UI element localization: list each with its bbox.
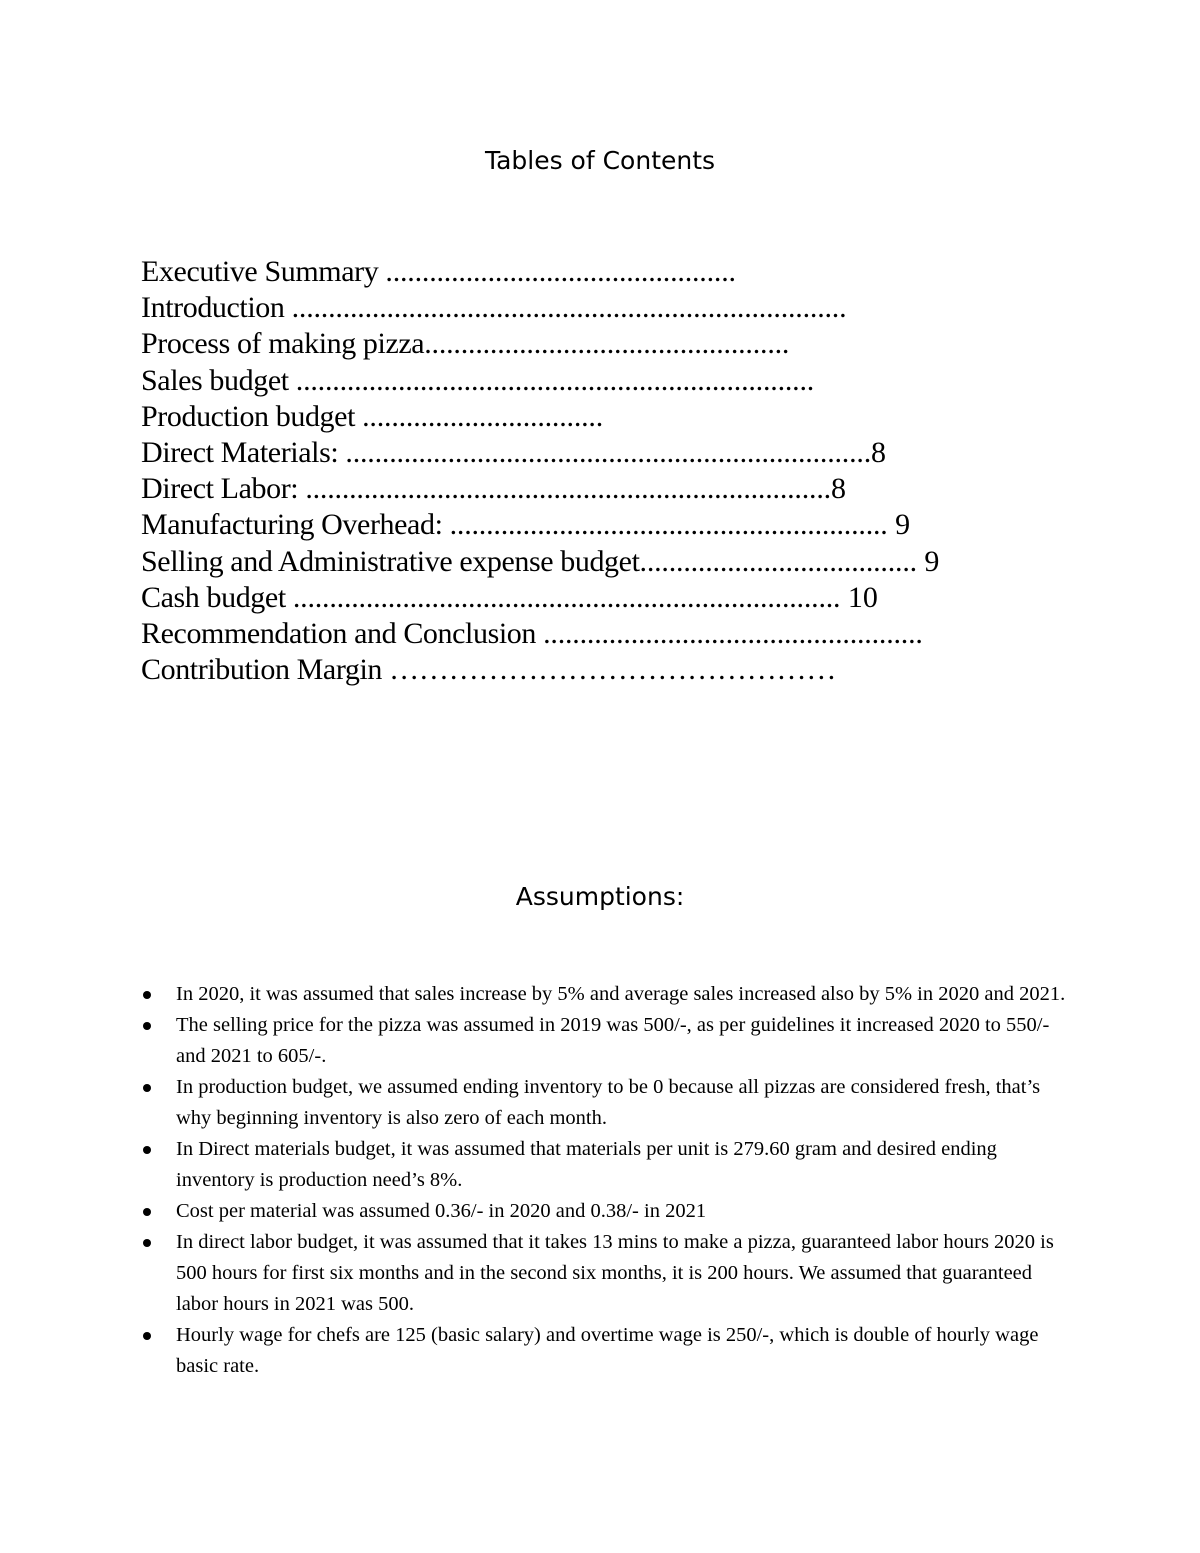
toc-leader: ........................................................................ [305,472,831,506]
toc-entry-production-budget [141,399,939,435]
toc-entry-text: Introduction [141,291,292,325]
toc-page-number: 9 [916,544,940,578]
assumptions-title: Assumptions: [515,882,685,911]
toc-page-number: 8 [830,472,846,506]
toc-page-number: 8 [871,436,886,470]
list-item [176,1320,1066,1382]
toc-leader: ……………………………………… [389,653,837,687]
bullet-icon [143,1208,151,1216]
toc-page-number: 9 [887,508,911,542]
toc-entry-sales-budget [141,363,939,399]
assumption-text: Cost per material was assumed 0.36/- in 2020 and 0.38/- in 2021 [176,1200,707,1222]
bullet-icon [143,1022,151,1030]
assumption-text: In direct labor budget, it was assumed that it takes 13 mins to make a pizza, guaranteed labor hours 2020 is 500 hours for first six months and in the second six months, it is 200 hours. We assumed that guaranteed labor hours in 2021 was 500. [176,1231,1054,1315]
toc-entry-direct-labor [141,471,939,507]
toc-leader: .................................................. [424,327,790,361]
toc-leader: ........................................................................ [345,436,871,470]
toc-entry-process-of-making-pizza [141,326,939,362]
bullet-icon [143,1084,151,1092]
toc-entry-text: Recommendation and Conclusion [141,617,544,651]
toc-leader: ................................................ [385,255,736,288]
assumption-text: In production budget, we assumed ending inventory to be 0 because all pizzas are considered fresh, that’s why beginning inventory is also zero of each month. [176,1076,1041,1129]
toc-entry-text: Direct Materials: [141,436,346,470]
toc-entry-selling-admin-expense-budget [141,544,939,580]
toc-leader: ............................................................................ [291,291,847,325]
toc-leader: .................................................... [543,617,923,651]
list-item [176,1010,1066,1072]
toc-entry-contribution-margin [141,652,939,688]
assumption-text: In 2020, it was assumed that sales increase by 5% and average sales increased also by 5% in 2020 and 2021. [176,983,1066,1005]
bullet-icon [143,991,151,999]
list-item [176,979,1066,1010]
toc-entry-text: Selling and Administrative expense budget [141,544,640,578]
toc-entry-text: Executive Summary [141,255,386,288]
bullet-icon [143,1239,151,1247]
toc-leader: ............................................................ [449,508,888,542]
toc-entry-cash-budget [141,580,939,616]
toc-entry-text: Cash budget [141,580,293,614]
list-item [176,1196,1066,1227]
list-item [176,1227,1066,1320]
toc-entry-text: Production budget [141,399,363,433]
toc-entry-direct-materials [141,435,939,471]
toc-leader: ....................................................................... [295,363,815,397]
toc-entry-executive-summary [141,254,939,290]
bullet-icon [143,1146,151,1154]
toc-entry-text: Contribution Margin [141,653,390,687]
bullet-icon [143,1332,151,1340]
assumption-text: Hourly wage for chefs are 125 (basic salary) and overtime wage is 250/-, which is double of hourly wage basic rate. [176,1324,1039,1377]
assumption-text: In Direct materials budget, it was assumed that materials per unit is 279.60 gram and desired ending inventory is production need’s 8%. [176,1138,997,1191]
list-item [176,1072,1066,1134]
assumption-text: The selling price for the pizza was assumed in 2019 was 500/-, as per guidelines it increased 2020 to 550/- and 2021 to 605/-. [176,1014,1050,1067]
toc-entry-recommendation-conclusion [141,616,939,652]
toc-leader: ...................................... [639,544,917,578]
table-of-contents [141,254,939,688]
toc-page-number: 10 [840,580,878,614]
list-item [176,1134,1066,1196]
toc-leader: ................................. [362,399,604,433]
toc-entry-text: Sales budget [141,363,296,397]
toc-leader: ........................................................................... [292,580,841,614]
assumptions-list [176,979,1066,1382]
toc-entry-text: Process of making pizza [141,327,425,361]
toc-entry-text: Direct Labor: [141,472,306,506]
toc-entry-introduction [141,290,939,326]
toc-entry-text: Manufacturing Overhead: [141,508,450,542]
toc-entry-manufacturing-overhead [141,507,939,543]
toc-title: Tables of Contents [484,146,716,175]
